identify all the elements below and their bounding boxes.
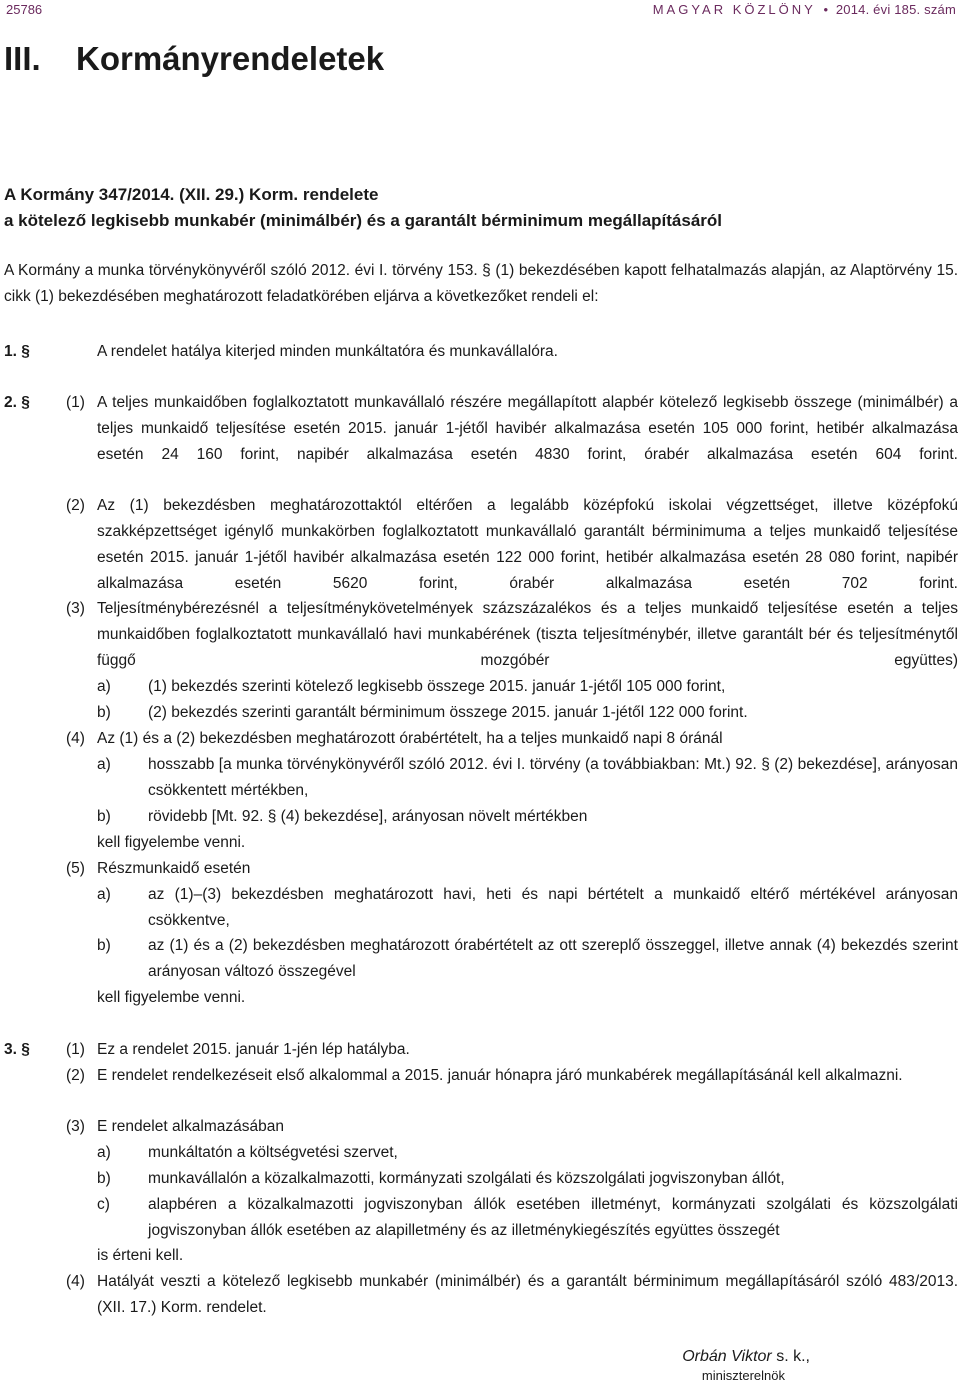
s2-p2-text: Az (1) bekezdésben meghatározottaktól eltérően a legalább középfokú iskolai végzettséget, illetve középfokú szakképzettséget igénylő munkakörben foglalkoztatott munkavállaló garantált bérminimuma a teljes munkaidő teljesítése esetén 2015. január 1-jétől havibér alkalmazása esetén 122 000 forint, hetibér alkalmazása esetén 28 080 forint, napibér alkalmazása esetén 5620 forint, órabér alkalmazása esetén 702 forint. <box>97 497 958 592</box>
s2-p4-text: Az (1) és a (2) bekezdésben meghatározott órabértételt, ha a teljes munkaidő napi 8 óránál <box>97 730 723 747</box>
s3-p3-tail: is érteni kell. <box>97 1247 184 1264</box>
s3-p3-b-label: b) <box>97 1170 111 1187</box>
header-bullet: • <box>819 2 833 17</box>
publication-name: MAGYAR KÖZLÖNY <box>652 2 816 17</box>
s2-p5-a-label: a) <box>97 886 111 903</box>
s2-p5-tail: kell figyelembe venni. <box>97 989 246 1006</box>
s2-p3-a-label: a) <box>97 678 111 695</box>
s2-p3-label: (3) <box>66 600 85 617</box>
s3-p2-text: E rendelet rendelkezéseit első alkalommal a 2015. január hónapra járó munkabérek megállapításánál kell alkalmazni. <box>97 1067 903 1084</box>
s2-p5-b-text: az (1) és a (2) bekezdésben meghatározott órabértételt az ott szereplő összeggel, illetve annak (4) bekezdés szerint arányosan változó összegével <box>148 937 958 980</box>
signature-suffix: s. k., <box>776 1348 810 1365</box>
s2-p1-label: (1) <box>66 394 85 411</box>
s2-p3-a-text: (1) bekezdés szerinti kötelező legkisebb összege 2015. január 1-jétől 105 000 forint, <box>148 678 726 695</box>
s2-p4-b-label: b) <box>97 808 111 825</box>
section-2-number: 2. § <box>4 394 30 411</box>
s2-p2-label: (2) <box>66 497 85 514</box>
s3-p3-label: (3) <box>66 1118 85 1135</box>
s2-p5-label: (5) <box>66 860 85 877</box>
running-header <box>653 2 956 17</box>
s3-p4-text: Hatályát veszti a kötelező legkisebb munkabér (minimálbér) és a garantált bérminimum megállapításáról szóló 483/2013. (XII. 17.) Korm. rendelet. <box>97 1273 958 1316</box>
s2-p5-a-text: az (1)–(3) bekezdésben meghatározott havi, heti és napi bértételt a munkaidő eltérő mértékével arányosan csökkentve, <box>148 886 958 929</box>
s3-p3-c-label: c) <box>97 1196 110 1213</box>
s2-p3-b-label: b) <box>97 704 111 721</box>
s3-p3-a-label: a) <box>97 1144 111 1161</box>
s3-p1-text: Ez a rendelet 2015. január 1-jén lép hatályba. <box>97 1041 410 1058</box>
decree-subtitle: a kötelező legkisebb munkabér (minimálbér) és a garantált bérminimum megállapításáról <box>4 211 723 230</box>
s3-p3-text: E rendelet alkalmazásában <box>97 1118 284 1135</box>
s2-p5-text: Részmunkaidő esetén <box>97 860 251 877</box>
s2-p4-b-text: rövidebb [Mt. 92. § (4) bekezdése], arányosan növelt mértékben <box>148 808 588 825</box>
s3-p4-label: (4) <box>66 1273 85 1290</box>
s3-p2-label: (2) <box>66 1067 85 1084</box>
s2-p4-label: (4) <box>66 730 85 747</box>
preamble: A Kormány a munka törvénykönyvéről szóló 2012. évi I. törvény 153. § (1) bekezdésében kapott felhatalmazás alapján, az Alaptörvény 15. cikk (1) bekezdésében meghatározott feladatkörében eljárva a következőket rendeli el: <box>4 262 958 305</box>
s3-p3-b-text: munkavállalón a közalkalmazotti, kormányzati szolgálati és közszolgálati jogviszonyban állót, <box>148 1170 785 1187</box>
signatory-name: Orbán Viktor <box>682 1348 772 1365</box>
s3-p3-c-text: alapbéren a közalkalmazotti jogviszonyban állók esetében illetményt, kormányzati szolgálati és közszolgálati jogviszonyban állók esetében az alapilletmény és az illetménykiegészítés együttes összegét <box>148 1196 958 1239</box>
signatory-role: miniszterelnök <box>701 1368 785 1383</box>
s2-p3-text: Teljesítménybérezésnél a teljesítménykövetelmények százszázalékos és a teljes munkaidő teljesítése esetén a teljes munkaidőben foglalkoztatott munkavállaló havi munkabérének (tiszta teljesítménybér, illetve garantált bér és teljesítménytől függő mozgóbér együttes) <box>97 600 958 669</box>
s2-p1-text: A teljes munkaidőben foglalkoztatott munkavállaló részére megállapított alapbér kötelező legkisebb összege (minimálbér) a teljes munkaidő teljesítése esetén 2015. január 1-jétől havibér alkalmazása esetén 105 000 forint, hetibér alkalmazása esetén 24 160 forint, napibér alkalmazása esetén 4830 forint, órabér alkalmazása esetén 604 forint. <box>97 394 958 463</box>
section-1-text: A rendelet hatálya kiterjed minden munkáltatóra és munkavállalóra. <box>97 343 558 360</box>
chapter-heading <box>4 40 384 78</box>
s2-p3-b-text: (2) bekezdés szerinti garantált bérminimum összege 2015. január 1-jétől 122 000 forint. <box>148 704 748 721</box>
s3-p3-a-text: munkáltatón a költségvetési szervet, <box>148 1144 398 1161</box>
issue-label: 2014. évi 185. szám <box>835 2 956 17</box>
page-number: 25786 <box>6 2 43 17</box>
chapter-title: Kormányrendeletek <box>76 40 385 77</box>
s2-p5-b-label: b) <box>97 937 111 954</box>
s3-p1-label: (1) <box>66 1041 85 1058</box>
chapter-number: III. <box>4 40 41 77</box>
section-3-number: 3. § <box>4 1041 30 1058</box>
section-1-number: 1. § <box>4 343 30 360</box>
decree-title: A Kormány 347/2014. (XII. 29.) Korm. rendelete <box>4 185 379 204</box>
signature <box>682 1348 810 1366</box>
s2-p4-tail: kell figyelembe venni. <box>97 834 246 851</box>
s2-p4-a-label: a) <box>97 756 111 773</box>
s2-p4-a-text: hosszabb [a munka törvénykönyvéről szóló 2012. évi I. törvény (a továbbiakban: Mt.) 92. § (2) bekezdése], arányosan csökkentett mértékben, <box>148 756 958 799</box>
